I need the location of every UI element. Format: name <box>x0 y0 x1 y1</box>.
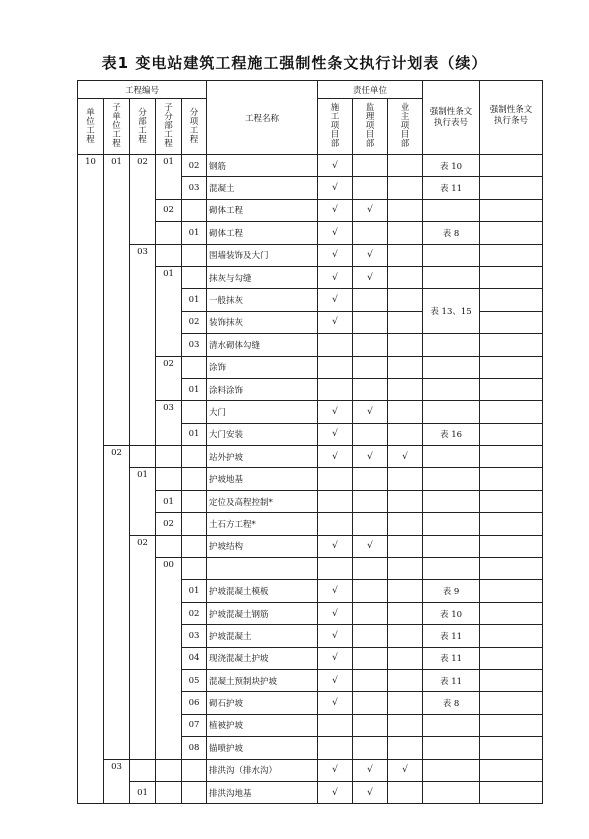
owner-header: 业 主 项 目 部 <box>388 99 423 155</box>
division-code: 02 <box>130 155 156 245</box>
subdivision-code: 02 <box>156 199 182 221</box>
division-code: 02 <box>130 535 156 759</box>
item-code: 01 <box>182 580 207 602</box>
project-name: 砌体工程 <box>207 199 318 221</box>
subdivision-code: 01 <box>156 490 182 512</box>
supervision-check: √ <box>353 199 388 221</box>
division-code: 01 <box>130 781 156 803</box>
item-code: 02 <box>182 311 207 333</box>
subunit-code: 01 <box>104 155 130 446</box>
item-code: 08 <box>182 737 207 759</box>
project-name: 护坡结构 <box>207 535 318 557</box>
unit-header: 单 位 工 程 <box>78 99 104 155</box>
table-row <box>78 468 543 490</box>
project-name: 排洪沟地基 <box>207 781 318 803</box>
owner-check: √ <box>388 759 423 781</box>
table-row <box>78 759 543 781</box>
supervision-check: √ <box>353 759 388 781</box>
resp-group-header: 责任单位 <box>318 81 423 99</box>
table-row <box>78 781 543 803</box>
construction-check: √ <box>318 759 353 781</box>
construction-check: √ <box>318 625 353 647</box>
table-no: 表 8 <box>423 692 480 714</box>
table-no: 表 11 <box>423 669 480 691</box>
item-code: 01 <box>182 423 207 445</box>
supervision-check: √ <box>353 781 388 803</box>
unit-code: 10 <box>78 155 104 804</box>
project-name: 护坡地基 <box>207 468 318 490</box>
table-no-header: 强制性条文 执行表号 <box>423 81 480 155</box>
construction-check: √ <box>318 580 353 602</box>
construction-check: √ <box>318 311 353 333</box>
subdivision-code: 00 <box>156 558 182 760</box>
code-group-header: 工程编号 <box>78 81 207 99</box>
construction-check: √ <box>318 155 353 177</box>
item-code: 02 <box>182 602 207 624</box>
table-no: 表 16 <box>423 423 480 445</box>
project-name: 涂料涂饰 <box>207 378 318 400</box>
supervision-check: √ <box>353 535 388 557</box>
construction-check: √ <box>318 199 353 221</box>
project-name: 混凝土 <box>207 177 318 199</box>
division-header: 分 部 工 程 <box>130 99 156 155</box>
table-row <box>78 535 543 557</box>
subdivision-code: 01 <box>156 155 182 200</box>
project-name <box>207 558 318 580</box>
construction-check: √ <box>318 692 353 714</box>
project-name: 围墙装饰及大门 <box>207 244 318 266</box>
item-code: 01 <box>182 222 207 244</box>
table-no: 表 9 <box>423 580 480 602</box>
project-name: 植被护坡 <box>207 714 318 736</box>
construction-check: √ <box>318 244 353 266</box>
owner-check: √ <box>388 446 423 468</box>
project-name: 混凝土预制块护坡 <box>207 669 318 691</box>
subdivision-code: 02 <box>156 356 182 401</box>
subunit-code: 03 <box>104 759 130 804</box>
item-code: 02 <box>182 155 207 177</box>
subunit-code: 02 <box>104 446 130 759</box>
project-name: 一般抹灰 <box>207 289 318 311</box>
plan-table <box>77 80 543 804</box>
item-code: 03 <box>182 625 207 647</box>
project-name: 定位及高程控制* <box>207 490 318 512</box>
construction-check: √ <box>318 781 353 803</box>
project-name: 护坡混凝土模板 <box>207 580 318 602</box>
project-name: 涂饰 <box>207 356 318 378</box>
subdivision-header: 子 分 部 工 程 <box>156 99 182 155</box>
project-name: 抹灰与勾缝 <box>207 266 318 288</box>
division-code: 03 <box>130 244 156 446</box>
item-code: 05 <box>182 669 207 691</box>
subunit-header: 子 单 位 工 程 <box>104 99 130 155</box>
project-name: 排洪沟（排水沟） <box>207 759 318 781</box>
project-name: 大门安装 <box>207 423 318 445</box>
construction-check: √ <box>318 446 353 468</box>
item-code: 03 <box>182 334 207 356</box>
supervision-check: √ <box>353 266 388 288</box>
project-name: 锚喷护坡 <box>207 737 318 759</box>
supervision-check: √ <box>353 401 388 423</box>
table-row <box>78 244 543 266</box>
table-no: 表 10 <box>423 602 480 624</box>
item-code: 07 <box>182 714 207 736</box>
project-name: 护坡混凝土 <box>207 625 318 647</box>
table-row <box>78 155 543 177</box>
construction-check: √ <box>318 401 353 423</box>
project-name: 砌石护坡 <box>207 692 318 714</box>
item-code: 01 <box>182 378 207 400</box>
table-no: 表 8 <box>423 222 480 244</box>
page-title: 表1 变电站建筑工程施工强制性条文执行计划表（续） <box>101 54 488 72</box>
table-row <box>78 446 543 468</box>
division-code: 01 <box>130 468 156 535</box>
supervision-check: √ <box>353 446 388 468</box>
project-name: 钢筋 <box>207 155 318 177</box>
construction-check: √ <box>318 669 353 691</box>
construction-check: √ <box>318 222 353 244</box>
subdivision-code: 02 <box>156 513 182 535</box>
clause-no-header: 强制性条文 执行条号 <box>480 81 543 155</box>
table-no: 表 11 <box>423 647 480 669</box>
construction-check: √ <box>318 647 353 669</box>
construction-header: 施 工 项 目 部 <box>318 99 353 155</box>
construction-check: √ <box>318 423 353 445</box>
item-code: 03 <box>182 177 207 199</box>
supervision-header: 监 理 项 目 部 <box>353 99 388 155</box>
item-code: 04 <box>182 647 207 669</box>
project-name: 护坡混凝土钢筋 <box>207 602 318 624</box>
item-code: 01 <box>182 289 207 311</box>
construction-check: √ <box>318 535 353 557</box>
supervision-check: √ <box>353 244 388 266</box>
construction-check: √ <box>318 266 353 288</box>
table-no: 表 11 <box>423 625 480 647</box>
construction-check: √ <box>318 177 353 199</box>
construction-check: √ <box>318 289 353 311</box>
project-name: 大门 <box>207 401 318 423</box>
subdivision-code: 01 <box>156 266 182 356</box>
project-name: 清水砌体勾缝 <box>207 334 318 356</box>
construction-check: √ <box>318 602 353 624</box>
table-no: 表 13、15 <box>423 289 480 334</box>
project-name: 土石方工程* <box>207 513 318 535</box>
table-no: 表 10 <box>423 155 480 177</box>
project-name: 现浇混凝土护坡 <box>207 647 318 669</box>
project-name: 装饰抹灰 <box>207 311 318 333</box>
table-no: 表 11 <box>423 177 480 199</box>
subdivision-code: 03 <box>156 401 182 446</box>
project-name: 砌体工程 <box>207 222 318 244</box>
name-header: 工程名称 <box>207 81 318 155</box>
item-header: 分 项 工 程 <box>182 99 207 155</box>
project-name: 站外护坡 <box>207 446 318 468</box>
item-code: 06 <box>182 692 207 714</box>
